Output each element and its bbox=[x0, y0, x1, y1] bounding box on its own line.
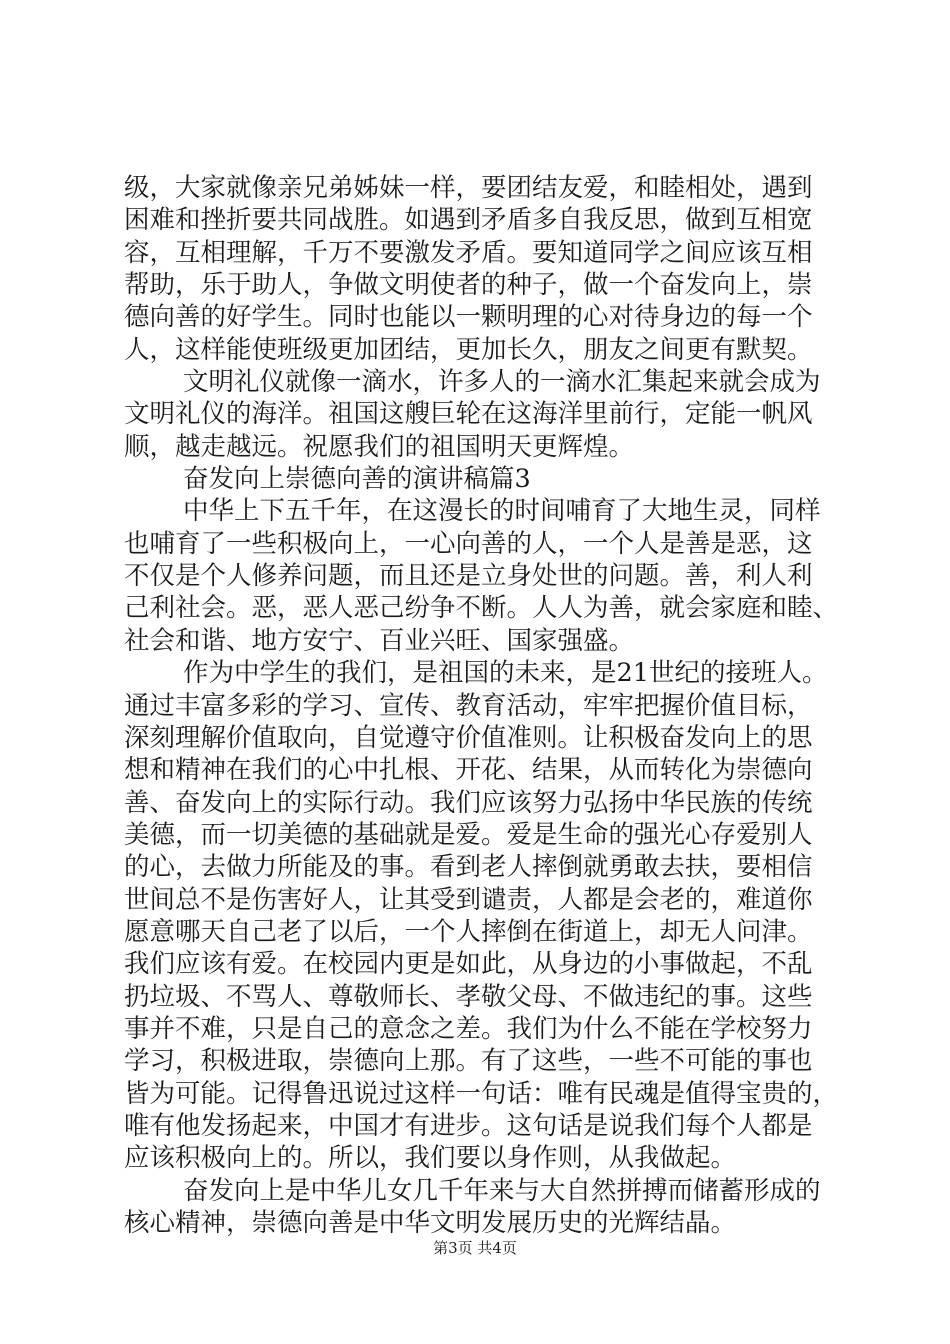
text-line: 帮助，乐于助人，争做文明使者的种子，做一个奋发向上，崇 bbox=[124, 270, 813, 301]
text-line: 善、奋发向上的实际行动。我们应该努力弘扬中华民族的传统 bbox=[124, 787, 813, 818]
section-heading: 奋发向上崇德向善的演讲稿篇3 bbox=[183, 464, 531, 495]
text-line: 深刻理解价值取向，自觉遵守价值准则。让积极奋发向上的思 bbox=[124, 722, 813, 753]
page-number: 第3页 共4页 bbox=[433, 1239, 517, 1257]
text-line: 唯有他发扬起来，中国才有进步。这句话是说我们每个人都是 bbox=[124, 1110, 813, 1141]
text-line: 己利社会。恶，恶人恶己纷争不断。人人为善，就会家庭和睦、 bbox=[124, 593, 839, 624]
text-line: 想和精神在我们的心中扎根、开花、结果，从而转化为崇德向 bbox=[124, 755, 813, 786]
paragraph-etiquette bbox=[124, 366, 836, 463]
text-line: 美德，而一切美德的基础就是爱。爱是生命的强光心存爱别人 bbox=[124, 819, 813, 850]
text-line: 的心，去做力所能及的事。看到老人摔倒就勇敢去扶，要相信 bbox=[124, 852, 813, 883]
text-line: 也哺育了一些积极向上，一心向善的人，一个人是善是恶，这 bbox=[124, 528, 813, 559]
paragraph-history bbox=[124, 495, 839, 657]
text-line: 皆为可能。记得鲁迅说过这样一句话：唯有民魂是值得宝贵的， bbox=[124, 1078, 839, 1109]
text-line: 德向善的好学生。同时也能以一颗明理的心对待身边的每一个 bbox=[124, 302, 813, 333]
document-body bbox=[124, 172, 839, 1239]
text-line: 容，互相理解，千万不要激发矛盾。要知道同学之间应该互相 bbox=[124, 237, 813, 268]
text-line: 核心精神，崇德向善是中华文明发展历史的光辉结晶。 bbox=[124, 1208, 737, 1238]
text-line: 人，这样能使班级更加团结，更加长久，朋友之间更有默契。 bbox=[124, 334, 813, 365]
text-line: 文明礼仪就像一滴水，许多人的一滴水汇集起来就会成为 bbox=[183, 367, 821, 398]
text-line: 愿意哪天自己老了以后，一个人摔倒在街道上，却无人问津。 bbox=[124, 916, 813, 947]
paragraph-students bbox=[124, 657, 839, 1175]
text-line: 困难和挫折要共同战胜。如遇到矛盾多自我反思，做到互相宽 bbox=[124, 205, 813, 236]
text-line: 作为中学生的我们，是祖国的未来，是21世纪的接班人。 bbox=[183, 658, 828, 689]
text-line: 应该积极向上的。所以，我们要以身作则，从我做起。 bbox=[124, 1143, 737, 1174]
text-line: 文明礼仪的海洋。祖国这艘巨轮在这海洋里前行，定能一帆风 bbox=[124, 399, 813, 430]
text-line: 通过丰富多彩的学习、宣传、教育活动，牢牢把握价值目标， bbox=[124, 690, 813, 721]
page-footer bbox=[0, 1238, 950, 1258]
text-line: 世间总不是伤害好人，让其受到谴责，人都是会老的，难道你 bbox=[124, 884, 813, 915]
text-line: 中华上下五千年，在这漫长的时间哺育了大地生灵，同样 bbox=[183, 496, 821, 527]
text-line: 事并不难，只是自己的意念之差。我们为什么不能在学校努力 bbox=[124, 1013, 813, 1044]
text-line: 学习，积极进取，崇德向上那。有了这些，一些不可能的事也 bbox=[124, 1046, 813, 1077]
text-line: 顺，越走越远。祝愿我们的祖国明天更辉煌。 bbox=[124, 431, 635, 462]
paragraph-conclusion bbox=[124, 1175, 836, 1240]
text-line: 级，大家就像亲兄弟姊妹一样，要团结友爱，和睦相处，遇到 bbox=[124, 173, 813, 203]
text-line: 不仅是个人修养问题，而且还是立身处世的问题。善，利人利 bbox=[124, 561, 813, 592]
text-line: 扔垃圾、不骂人、尊敬师长、孝敬父母、不做违纪的事。这些 bbox=[124, 981, 813, 1012]
paragraph-continued bbox=[124, 172, 836, 366]
text-line: 我们应该有爱。在校园内更是如此，从身边的小事做起，不乱 bbox=[124, 949, 813, 980]
text-line: 奋发向上是中华儿女几千年来与大自然拼搏而储蓄形成的 bbox=[183, 1175, 821, 1206]
text-line: 社会和谐、地方安宁、百业兴旺、国家强盛。 bbox=[124, 625, 635, 656]
